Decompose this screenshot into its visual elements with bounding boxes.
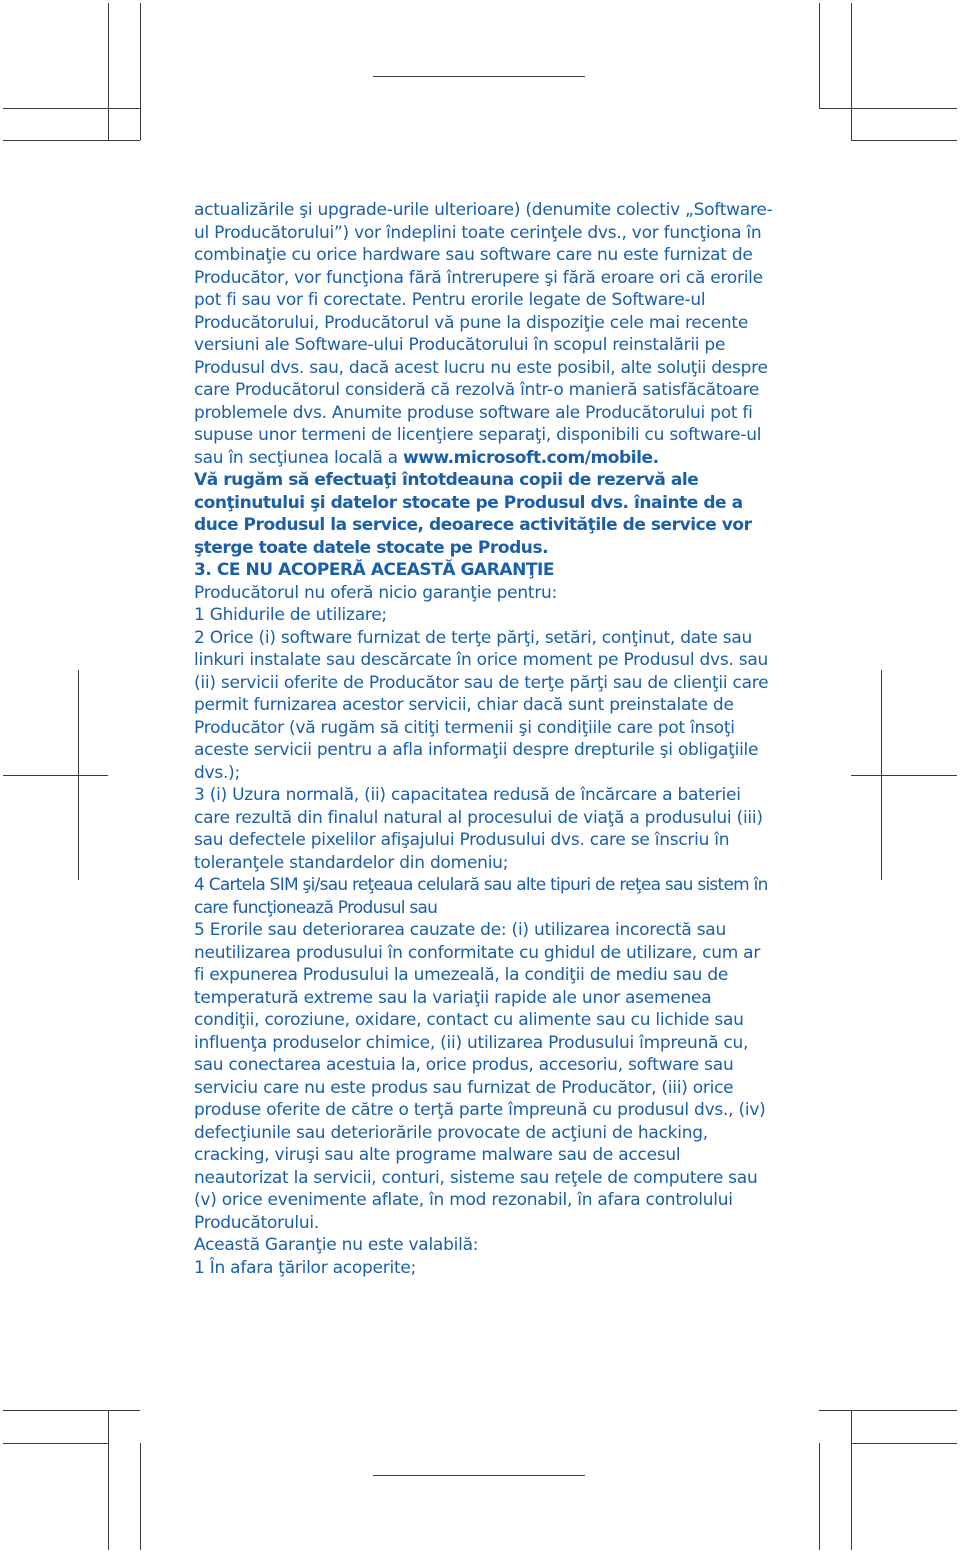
crop-mark xyxy=(3,1443,108,1444)
crop-mark xyxy=(819,108,957,109)
crop-mark xyxy=(373,1475,585,1476)
crop-mark xyxy=(3,140,140,141)
exclusion-item: 5 Erorile sau deteriorarea cauzate de: (i) utilizarea incorectă sau neutilizarea produsului în conformitate cu ghidul de utilizare, cum ar fi expunerea Produsului la umezeală, la condiţii de mediu sau de temperatură extreme sau la variaţii rapide ale unor asemenea condiţii, coroziune, oxidare, contact cu alimente sau cu lichide sau influenţa produselor chimice, (ii) utilizarea Produsului împreună cu, sau conectarea acestuia la, orice produs, accesoriu, software sau serviciu care nu este produs sau furnizat de Producător, (iii) orice produse oferite de către o terţă parte împreună cu produsul dvs., (iv) defecţiunile sau deteriorările provocate de acţiuni de hacking, cracking, viruşi sau alte programe malware sau de accesul neautorizat la servicii, conturi, sisteme sau reţele de computere sau (v) orice evenimente aflate, în mod rezonabil, în afara controlului Producătorului. xyxy=(194,920,766,1233)
crop-mark xyxy=(140,3,141,140)
crop-mark xyxy=(140,1443,141,1550)
invalid-item: 1 În afara ţărilor acoperite; xyxy=(194,1257,417,1278)
crop-mark xyxy=(819,1443,820,1550)
link-period: . xyxy=(652,447,659,468)
exclusion-item: 3 (i) Uzura normală, (ii) capacitatea redusă de încărcare a bateriei care rezultă din finalul natural al procesului de viaţă a produsului (iii) sau defectele pixelilor afişajului Produsului dvs. care se înscriu în toleranţele standardelor din domeniu; xyxy=(194,785,763,873)
crop-mark xyxy=(3,775,108,776)
crop-mark xyxy=(851,775,957,776)
intro-paragraph xyxy=(194,199,774,469)
exclusion-item: 4 Cartela SIM şi/sau reţeaua celulară sau alte tipuri de reţea sau sistem în care funcţionează Produsul sau xyxy=(194,875,768,918)
exclusion-item: 1 Ghidurile de utilizare; xyxy=(194,605,387,625)
crop-mark xyxy=(108,3,109,140)
crop-mark xyxy=(851,1443,957,1444)
crop-mark xyxy=(3,1410,140,1411)
crop-mark xyxy=(851,3,852,140)
exclusion-item: 2 Orice (i) software furnizat de terţe părţi, setări, conţinut, date sau linkuri instalate sau descărcate în orice moment pe Produsul dvs. sau (ii) servicii oferite de Producător sau de terţe părţi sau de clienţii care permit furnizarea acestor servicii, chiar dacă sunt preinstalate de Producător (vă rugăm să citiţi termenii şi condiţiile care pot însoţi aceste servicii pentru a afla informaţii despre drepturile şi obligaţiile dvs.); xyxy=(194,627,769,783)
crop-mark xyxy=(3,108,140,109)
crop-mark xyxy=(851,1410,852,1550)
intro-text: actualizările şi upgrade-urile ulterioare) (denumite colectiv „Software-ul Producătorului”) vor îndeplini toate cerinţele dvs., vor funcţiona în combinaţie cu orice hardware sau software care nu este furnizat de Producător, vor funcţiona fără întrerupere şi fără eroare ori că erorile pot fi sau vor fi corectate. Pentru erorile legate de Software-ul Producătorului, Producătorul vă pune la dispoziţie cele mai recente versiuni ale Software-ului Producătorului în scopul reinstalării pe Produsul dvs. sau, dacă acest lucru nu este posibil, alte soluţii despre care Producătorul consideră că rezolvă într-o manieră satisfăcătoare problemele dvs. Anumite produse software ale Producătorului pot fi supuse unor termeni de licenţiere separaţi, disponibili cu software-ul sau în secţiunea locală a xyxy=(194,200,773,468)
crop-mark xyxy=(373,76,585,77)
crop-mark xyxy=(819,3,820,108)
document-body xyxy=(194,199,774,1279)
no-warranty-intro: Producătorul nu oferă nicio garanţie pentru: xyxy=(194,582,558,603)
crop-mark xyxy=(851,140,957,141)
website-link[interactable]: www.microsoft.com/mobile xyxy=(403,447,653,468)
crop-mark xyxy=(819,1410,957,1411)
backup-notice: Vă rugăm să efectuaţi întotdeauna copii de rezervă ale conţinutului şi datelor stocate pe Produsul dvs. înainte de a duce Produsul la service, deoarece activităţile de service vor şterge toate datele stocate pe Produs. xyxy=(194,470,752,558)
invalid-intro: Această Garanţie nu este valabilă: xyxy=(194,1235,479,1255)
crop-mark xyxy=(108,1410,109,1550)
section-heading: 3. CE NU ACOPERĂ ACEASTĂ GARANŢIE xyxy=(194,560,555,580)
